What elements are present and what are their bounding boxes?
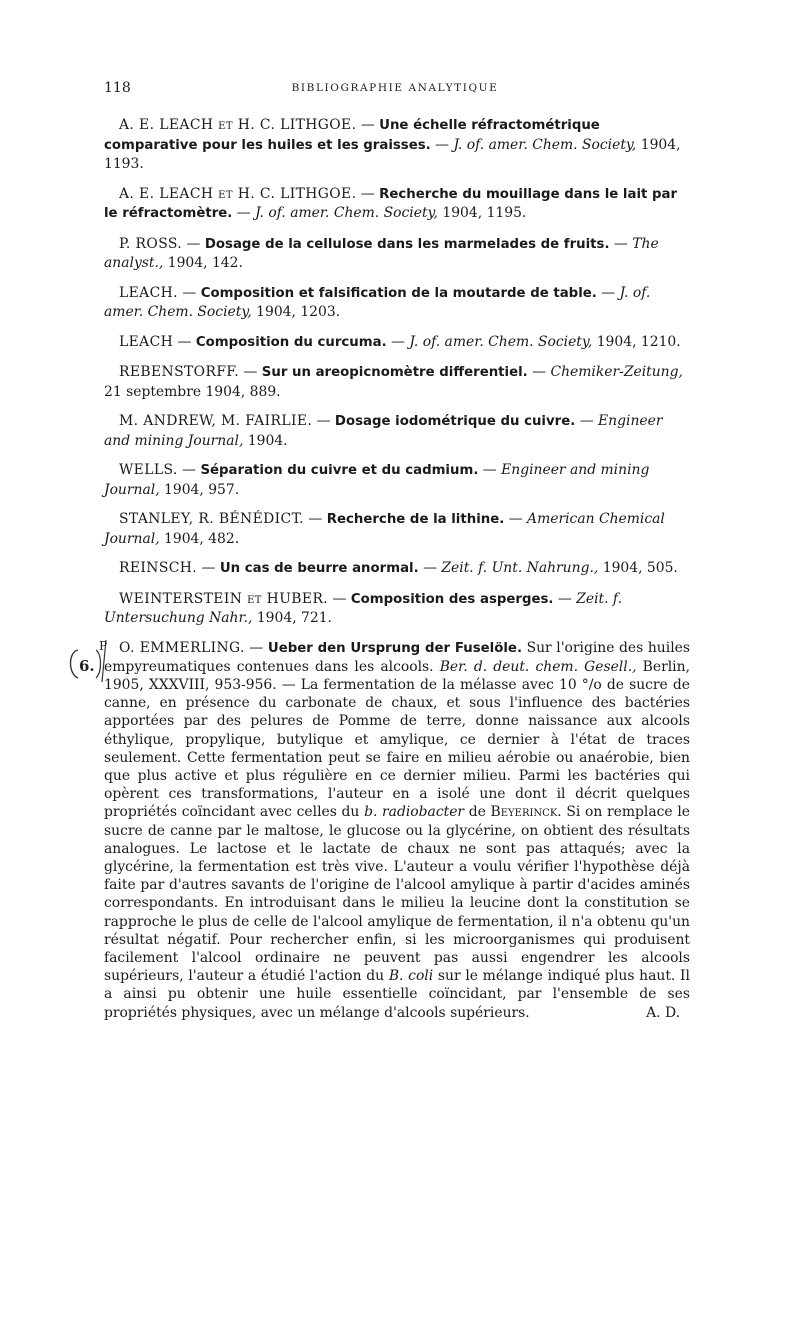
entry-title: Dosage de la cellulose dans les marmelades de fruits.: [204, 236, 610, 252]
entry-author: WEINTERSTEIN et HUBER.: [119, 590, 329, 607]
entry-tail: 1904, 1210.: [592, 333, 681, 350]
abstract-text: . Si on remplace le sucre de canne par le maltose, le glucose ou la glycérine, on obtient des résultats analogues. Le lactose et le lactate de chaux ne sont pas attaqués; avec la glycérine, la fermentation est très vive. L'auteur a voulu vérifier l'hypothèse déjà faite par d'autres savants de l'origine de l'alcool amylique à partir d'acides aminés correspondants. En introduisant dans le milieu la leucine dont la constitution se rapproche le plus de celle de l'alcool amylique de fermentation, il n'a obtenu qu'un résultat négatif. Pour rechercher enfin, si les microorganismes qui produisent facilement l'alcool ordinaire ne peuvent pas aussi engendrer les alcools supérieurs, l'auteur a étudié l'action du: [104, 804, 690, 985]
entry-title: Composition et falsification de la moutarde de table.: [200, 285, 597, 301]
entry-reference: American Chemical Journal,: [104, 511, 665, 547]
abstract-text: sur le mélange indiqué plus haut. Il a ainsi pu obtenir une huile essentielle coïncidant, par l'ensemble de ses propriétés physiques, avec un mélange d'alcools supérieurs.: [104, 968, 690, 1021]
entry-tail: 1904, 1203.: [251, 304, 341, 320]
bibliography-entry: LEACH — Composition du curcuma. — J. of. amer. Chem. Society, 1904, 1210.: [119, 333, 681, 350]
entry-tail: 1904, 1193.: [104, 136, 681, 172]
entry-reference: J. of. amer. Chem. Society,: [453, 136, 637, 153]
entry-reference: J. of. amer. Chem. Society,: [104, 284, 651, 320]
page-number: 118: [104, 80, 131, 96]
bibliography-list: [104, 116, 690, 1033]
entry-tail: 1904, 1195.: [437, 205, 527, 221]
bibliography-entry: WEINTERSTEIN et HUBER. — Composition des asperges. — Zeit. f. Untersuchung Nahr., 1904, 721.: [104, 590, 622, 626]
entry-author: LEACH: [119, 333, 174, 350]
abstract-signature: A. D.: [646, 1004, 680, 1021]
bibliography-entry: LEACH. — Composition et falsification de la moutarde de table. — J. of. amer. Chem. Society, 1904, 1203.: [104, 284, 651, 320]
abstract-author: O. EMMERLING.: [119, 639, 245, 656]
entry-title: Dosage iodométrique du cuivre.: [334, 414, 576, 429]
entry-reference: Zeit. f. Unt. Nahrung.,: [441, 560, 599, 576]
running-title: BIBLIOGRAPHIE ANALYTIQUE: [291, 82, 499, 94]
entry-author: REBENSTORFF.: [119, 364, 240, 380]
abstract-title: Ueber den Ursprung der Fuselöle.: [267, 640, 522, 656]
entry-author: M. ANDREW, M. FAIRLIE.: [119, 413, 313, 429]
bibliography-entry: P. ROSS. — Dosage de la cellulose dans les marmelades de fruits. — The analyst., 1904, 142.: [104, 235, 659, 271]
bibliography-entry: WELLS. — Séparation du cuivre et du cadmium. — Engineer and mining Journal, 1904, 957.: [104, 462, 650, 498]
entry-author: P. ROSS.: [119, 235, 183, 252]
entry-author: REINSCH.: [119, 560, 198, 576]
margin-note-letter: P: [99, 639, 108, 653]
running-head: [104, 80, 686, 100]
entry-author: WELLS.: [119, 462, 178, 478]
entry-author: A. E. LEACH et H. C. LITHGOE.: [119, 117, 357, 133]
entry-title: Une échelle réfractométrique comparative pour les huiles et les graisses.: [104, 118, 600, 153]
margin-bracket-letter: 6.: [79, 657, 95, 675]
entry-tail: 1904, 142.: [163, 255, 243, 271]
entry-reference: The analyst.,: [104, 235, 659, 271]
entry-tail: 1904, 505.: [598, 560, 678, 576]
entry-title: Composition du curcuma.: [195, 334, 387, 350]
abstract-species: b. radiobacter: [364, 804, 465, 821]
abstract-entry: O. EMMERLING. — Ueber den Ursprung der Fuselöle. Sur l'origine des huiles empyreumatiques contenues dans les alcools. Ber. d. deut. chem. Gesell., Berlin, 1905, XXXVIII, 953-956. — La fermentation de la mélasse avec 10 °/o de sucre de canne, en présence du carbonate de chaux, et sous l'influence des bactéries apportées par des pelures de Pomme de terre, donne naissance aux alcools éthylique, propylique, butylique et amylique, ce dernier à l'état de traces seulement. Cette fermentation peut se faire en milieu aérobie ou anaérobie, bien que plus active et plus régulière en ce dernier milieu. Parmi les bactéries qui opèrent ces transformations, l'auteur en a isolé une dont il décrit quelques propriétés coïncidant avec celles du b. radiobacter de Beyerinck. Si on remplace le sucre de canne par le maltose, le glucose ou la glycérine, on obtient des résultats analogues. Le lactose et le lactate de chaux ne sont pas attaqués; avec la glycérine, la fermentation est très vive. L'auteur a voulu vérifier l'hypothèse déjà faite par d'autres savants de l'origine de l'alcool amylique à partir d'acides aminés correspondants. En introduisant dans le milieu la leucine dont la constitution se rapproche le plus de celle de l'alcool amylique de fermentation, il n'a obtenu qu'un résultat négatif. Pour rechercher enfin, si les microorganismes qui produisent facilement l'alcool ordinaire ne peuvent pas aussi engendrer les alcools supérieurs, l'auteur a étudié l'action du B. coli sur le mélange indiqué plus haut. Il a ainsi pu obtenir une huile essentielle coïncidant, par l'ensemble de ses propriétés physiques, avec un mélange d'alcools supérieurs. A. D.: [104, 639, 690, 1021]
abstract-text: Berlin, 1905, XXXVIII, 953-956. — La fermentation de la mélasse avec 10 °/o de sucre de canne, en présence du carbonate de chaux, et sous l'influence des bactéries apportées par des pelures de Pomme de terre, donne naissance aux alcools éthylique, propylique, butylique et amylique, ce dernier à l'état de traces seulement. Cette fermentation peut se faire en milieu aérobie ou anaérobie, bien que plus active et plus régulière en ce dernier milieu. Parmi les bactéries qui opèrent ces transformations, l'auteur en a isolé une dont il décrit quelques propriétés coïncidant avec celles du: [104, 658, 690, 821]
bibliography-entry: M. ANDREW, M. FAIRLIE. — Dosage iodométrique du cuivre. — Engineer and mining Journal, 1904.: [104, 413, 663, 449]
abstract-species: B. coli: [388, 968, 434, 985]
entry-reference: Zeit. f. Untersuchung Nahr.,: [104, 590, 622, 626]
entry-tail: 1904, 482.: [159, 530, 240, 547]
entry-title: Composition des asperges.: [350, 591, 554, 607]
bibliography-entry: REBENSTORFF. — Sur un areopicnomètre differentiel. — Chemiker-Zeitung, 21 septembre 1904, 889.: [104, 364, 683, 400]
abstract-text: Sur l'origine des huiles empyreumatiques contenues dans les alcools.: [104, 639, 690, 675]
bibliography-entry: REINSCH. — Un cas de beurre anormal. — Zeit. f. Unt. Nahrung., 1904, 505.: [119, 560, 678, 576]
entry-tail: 1904, 957.: [159, 481, 240, 498]
entry-reference: Engineer and mining Journal,: [104, 413, 663, 449]
entry-reference: Chemiker-Zeitung,: [550, 364, 683, 380]
bibliography-entry: A. E. LEACH et H. C. LITHGOE. — Une échelle réfractométrique comparative pour les huiles et les graisses. — J. of. amer. Chem. Society, 1904, 1193.: [104, 117, 681, 172]
entry-reference: Engineer and mining Journal,: [104, 462, 650, 498]
entry-title: Un cas de beurre anormal.: [219, 561, 419, 576]
abstract-text: de: [464, 804, 491, 821]
entry-title: Séparation du cuivre et du cadmium.: [200, 463, 479, 478]
entry-tail: 1904.: [243, 432, 288, 449]
abstract-reference: Ber. d. deut. chem. Gesell.,: [439, 658, 637, 675]
entry-title: Recherche de la lithine.: [326, 512, 505, 527]
entry-tail: 1904, 721.: [252, 610, 332, 626]
entry-author: STANLEY, R. BÉNÉDICT.: [119, 511, 305, 527]
entry-tail: 21 septembre 1904, 889.: [104, 383, 281, 400]
entry-author: A. E. LEACH et H. C. LITHGOE.: [119, 185, 357, 202]
bibliography-entry: A. E. LEACH et H. C. LITHGOE. — Recherche du mouillage dans le lait par le réfractomètre. — J. of. amer. Chem. Society, 1904, 1195.: [104, 185, 678, 221]
entry-reference: J. of. amer. Chem. Society,: [409, 333, 593, 350]
entry-title: Sur un areopicnomètre differentiel.: [261, 365, 528, 380]
entry-reference: J. of. amer. Chem. Society,: [255, 205, 438, 221]
abstract-cited-author: Beyerinck: [490, 804, 558, 821]
entry-author: LEACH.: [119, 284, 178, 301]
bibliography-entry: STANLEY, R. BÉNÉDICT. — Recherche de la lithine. — American Chemical Journal, 1904, 482.: [104, 511, 665, 547]
entry-title: Recherche du mouillage dans le lait par le réfractomètre.: [104, 186, 678, 221]
